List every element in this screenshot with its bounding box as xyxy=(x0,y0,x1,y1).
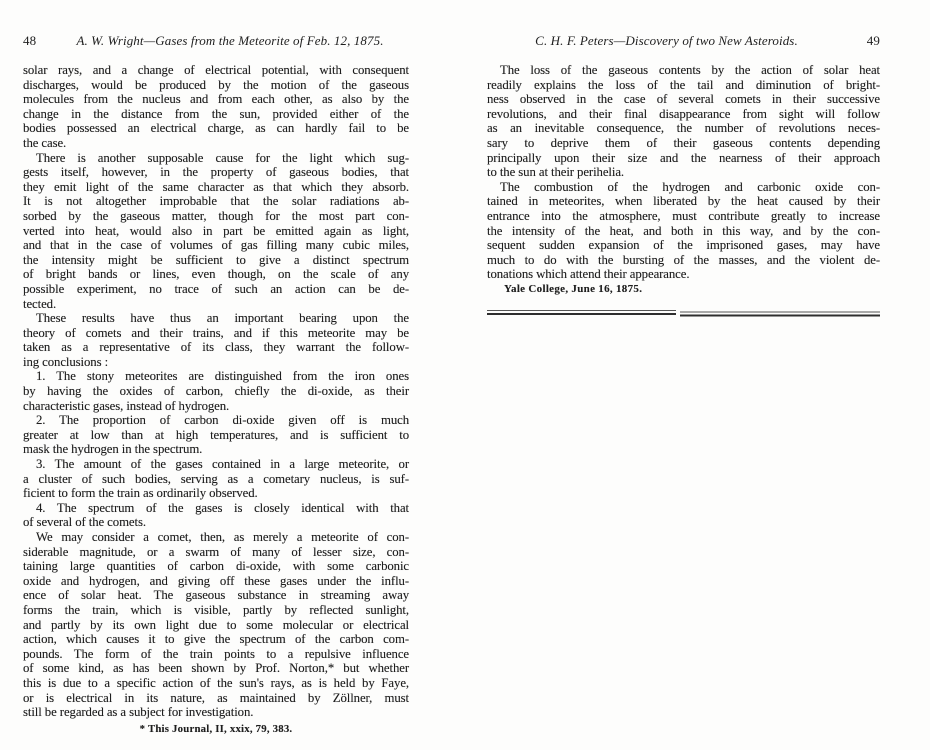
left-page xyxy=(23,33,409,735)
text-line: and that in the case of volumes of gas filling many cubic miles, xyxy=(23,238,409,253)
text-line: There is another supposable cause for the light which sug- xyxy=(36,150,409,165)
text-line: theory of comets and their trains, and if this meteorite may be xyxy=(23,325,409,340)
text-line: characteristic gases, instead of hydrogen. xyxy=(23,398,230,413)
text-line: change in the distance from the sun, provided either of the xyxy=(23,106,409,121)
text-line: mask the hydrogen in the spectrum. xyxy=(23,442,203,457)
text-line: ness observed in the case of several comets in their successive xyxy=(487,92,880,107)
text-line: entrance into the atmosphere, must contribute greatly to increase xyxy=(487,208,880,223)
text-line: and partly by its own light due to some molecular or electrical xyxy=(23,617,409,632)
text-line: principally upon their size and the nearness of their approach xyxy=(487,150,880,165)
text-line: 1. The stony meteorites are distinguished from the iron ones xyxy=(36,369,409,384)
text-line: molecules from the nucleus and from each other, as also by the xyxy=(23,92,409,107)
running-title-right: C. H. F. Peters—Discovery of two New Asteroids. xyxy=(535,33,798,48)
text-line: tonations which attend their appearance. xyxy=(487,267,690,282)
text-line: 3. The amount of the gases contained in a large meteorite, or xyxy=(36,457,409,472)
text-line: oxide and hydrogen, and giving off these gases under the influ- xyxy=(23,573,409,588)
text-line: they emit light of the same character as that which they absorb. xyxy=(23,179,409,194)
left-column-text xyxy=(23,63,409,720)
divider-right-segment xyxy=(680,311,880,316)
text-line: still be regarded as a subject for investigation. xyxy=(23,705,254,720)
text-line: We may consider a comet, then, as merely a meteorite of con- xyxy=(36,530,409,544)
text-line: verted into heat, would also in part be emitted again as light, xyxy=(23,223,409,238)
text-line: These results have thus an important bearing upon the xyxy=(36,311,409,326)
text-line: the intensity of the heat, and both in this way, and by the con- xyxy=(487,223,880,238)
text-line: a cluster of such bodies, serving as a cometary nucleus, is suf- xyxy=(23,471,409,486)
text-line: to the sun at their perihelia. xyxy=(487,165,625,180)
left-running-head xyxy=(23,33,409,48)
text-line: revolutions, and their final disappearance from sight will follow xyxy=(487,106,880,121)
text-line: as an inevitable consequence, the number of revolutions neces- xyxy=(487,121,880,136)
text-line: sary to deprive them of their gaseous contents depending xyxy=(487,135,880,150)
text-line: greater at low than at high temperatures, and is sufficient to xyxy=(23,427,409,442)
text-line: or is electrical in its nature, as maintained by Zöllner, must xyxy=(23,690,409,705)
text-line: The combustion of the hydrogen and carbonic oxide con- xyxy=(500,179,880,194)
right-page xyxy=(487,33,880,315)
text-line: of several of the comets. xyxy=(23,515,146,530)
page-number-left: 48 xyxy=(23,33,37,48)
text-line: of bright bands or lines, even though, on the scale of any xyxy=(23,267,409,282)
text-line: taken as a representative of its class, they warrant the follow- xyxy=(23,340,409,355)
divider-left-segment xyxy=(487,310,676,315)
text-line: gests itself, however, in the property of gaseous bodies, that xyxy=(23,165,409,180)
text-line: this is due to a specific action of the sun's rays, as is held by Faye, xyxy=(23,675,409,690)
text-line: ficient to form the train as ordinarily observed. xyxy=(23,486,258,501)
text-line: siderable magnitude, or a swarm of many of lesser size, con- xyxy=(23,544,409,559)
text-line: ence of solar heat. The gaseous substance in streaming away xyxy=(23,588,409,603)
text-line: forms the train, which is visible, partly by reflected sunlight, xyxy=(23,602,409,617)
running-title-left: A. W. Wright—Gases from the Meteorite of Feb. 12, 1875. xyxy=(76,33,384,48)
text-line: tected. xyxy=(23,296,57,311)
section-divider-rule xyxy=(487,310,880,315)
right-column-text xyxy=(487,63,880,282)
text-line: sorbed by the gaseous matter, though for the most part con- xyxy=(23,208,409,223)
text-line: action, which causes it to give the spectrum of the carbon com- xyxy=(23,632,409,647)
text-line: discharges, would be produced by the motion of the gaseous xyxy=(23,77,409,92)
text-line: possible experiment, no trace of such an action can be de- xyxy=(23,281,409,296)
text-line: ing conclusions : xyxy=(23,354,109,369)
text-line: 4. The spectrum of the gases is closely identical with that xyxy=(36,500,409,515)
text-line: bodies possessed an electrical charge, as can hardly fail to be xyxy=(23,121,409,136)
text-line: the intensity might be sufficient to give a distinct spectrum xyxy=(23,252,409,267)
text-line: by having the oxides of carbon, chiefly the di-oxide, as their xyxy=(23,384,409,399)
text-line: tained in meteorites, when liberated by the heat caused by their xyxy=(487,194,880,209)
text-line: solar rays, and a change of electrical potential, with consequent xyxy=(23,63,409,77)
text-line: 2. The proportion of carbon di-oxide given off is much xyxy=(36,413,409,428)
text-line: The loss of the gaseous contents by the action of solar heat xyxy=(500,63,880,77)
footnote: * This Journal, II, xxix, 79, 383. xyxy=(139,722,293,735)
text-line: sequent sudden expansion of the imprisoned gases, may have xyxy=(487,238,880,253)
text-line: much to do with the bursting of the masses, and the violent de- xyxy=(487,252,880,267)
text-line: the case. xyxy=(23,135,67,150)
text-line: pounds. The form of the train points to a repulsive influence xyxy=(23,646,409,661)
page-number-right: 49 xyxy=(866,33,880,48)
text-line: readily explains the loss of the tail and diminution of bright- xyxy=(487,77,880,92)
right-running-head xyxy=(487,33,880,48)
text-line: taining large quantities of carbon di-oxide, with some carbonic xyxy=(23,559,409,574)
article-signature: Yale College, June 16, 1875. xyxy=(504,282,643,295)
text-line: It is not altogether improbable that the solar radiations ab- xyxy=(23,194,409,209)
text-line: of some kind, as has been shown by Prof. Norton,* but whether xyxy=(23,661,409,676)
